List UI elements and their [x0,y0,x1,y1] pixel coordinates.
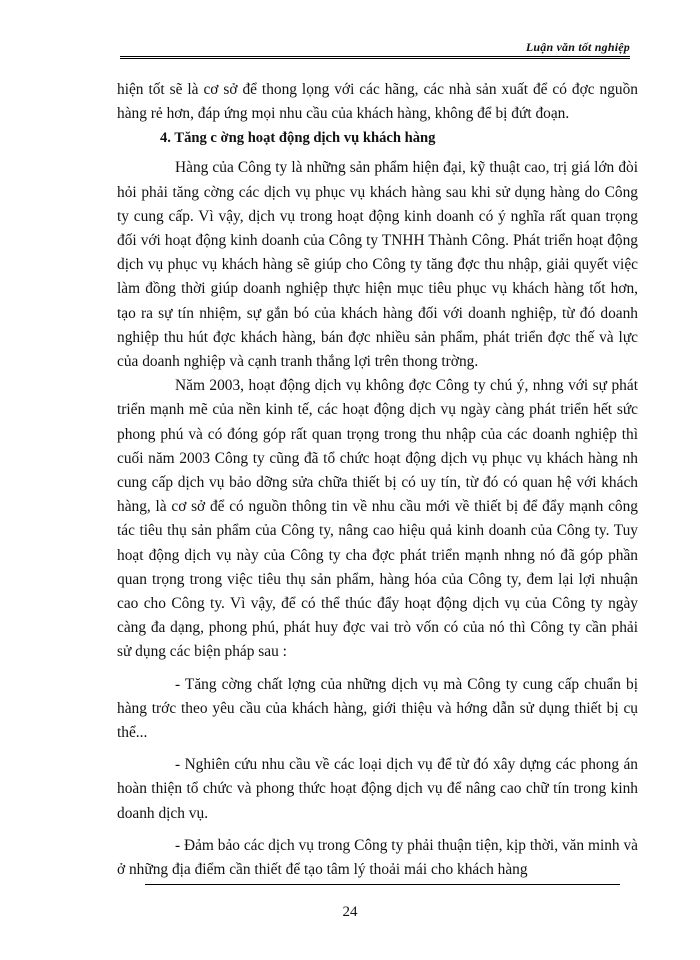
bullet-research: - Nghiên cứu nhu cầu về các loại dịch vụ để từ đó xây dựng các phong án hoàn thiện tổ chức và phong thức hoạt động dịch vụ để nâng cao chữ tín trong kinh doanh dịch vụ. [117,756,638,822]
page-header [0,30,700,60]
bullet-convenience: - Đảm bảo các dịch vụ trong Công ty phải thuận tiện, kịp thời, văn minh và ở những địa điểm cần thiết để tạo tâm lý thoải mái cho khách hàng [117,836,638,879]
footer-rule [145,884,620,885]
paragraph-services: Hàng của Công ty là những sản phẩm hiện đại, kỹ thuật cao, trị giá lớn đòi hỏi phải tăng cờng các dịch vụ phục vụ khách hàng sau khi sử dụng hàng do Công ty cung cấp. Vì vậy, dịch vụ trong hoạt động kinh doanh có ý nghĩa rất quan trọng đối với hoạt động kinh doanh của Công ty TNHH Thành Công. Phát triển hoạt động dịch vụ phục vụ khách hàng sẽ giúp cho Công ty tăng đợc thu nhập, giải quyết việc làm đồng thời giúp doanh nghiệp thực hiện mục tiêu phục vụ khách hàng tốt hơn, tạo ra sự tín nhiệm, sự gắn bó của khách hàng đối với doanh nghiệp, từ đó doanh nghiệp thu hút đợc khách hàng, bán đợc nhiều sản phẩm, phát triển đợc thế và lực của doanh nghiệp và cạnh tranh thắng lợi trên thong trờng. [117,159,638,371]
bullet-quality: - Tăng cờng chất lợng của những dịch vụ mà Công ty cung cấp chuẩn bị hàng trớc theo yêu cầu của khách hàng, giới thiệu và hớng dẫn sử dụng thiết bị cụ thể... [117,675,638,742]
section-heading: 4. Tăng c ờng hoạt động dịch vụ khách hàng [160,130,436,147]
header-title: Luận văn tốt nghiệp [525,40,630,54]
paragraph-intro: hiện tốt sẽ là cơ sở để thong lọng với các hãng, các nhà sản xuất để có đợc nguồn hàng rẻ hơn, đáp ứng mọi nhu cầu của khách hàng, không để bị đứt đoạn. [117,81,638,123]
page-number: 24 [342,904,358,920]
header-rule [120,56,630,59]
paragraph-2003: Năm 2003, hoạt động dịch vụ không đợc Công ty chú ý, nhng với sự phát triển mạnh mẽ của nền kinh tế, các hoạt động dịch vụ ngày càng phát triển hết sức phong phú và có đóng góp rất quan trọng trong thu nhập của các doanh nghiệp thì cuối năm 2003 Công ty cũng đã tổ chức hoạt động dịch vụ phục vụ khách hàng nh cung cấp dịch vụ bảo dỡng sửa chữa thiết bị có uy tín, từ đó có quan hệ với khách hàng, là cơ sở để có nguồn thông tin về nhu cầu mới về thiết bị để đẩy mạnh công tác tiêu thụ sản phẩm của Công ty, nâng cao hiệu quả kinh doanh của Công ty. Tuy hoạt động dịch vụ này của Công ty cha đợc phát triển mạnh nhng nó đã góp phần quan trọng trong việc tiêu thụ sản phẩm, hàng hóa của Công ty, đem lại lợi nhuận cao cho Công ty. Vì vậy, để có thể thúc đẩy hoạt động dịch vụ của Công ty ngày càng đa dạng, phong phú, phát huy đợc vai trò vốn có của nó thì Công ty cần phải sử dụng các biện pháp sau : [117,377,638,661]
page-body [117,78,638,882]
